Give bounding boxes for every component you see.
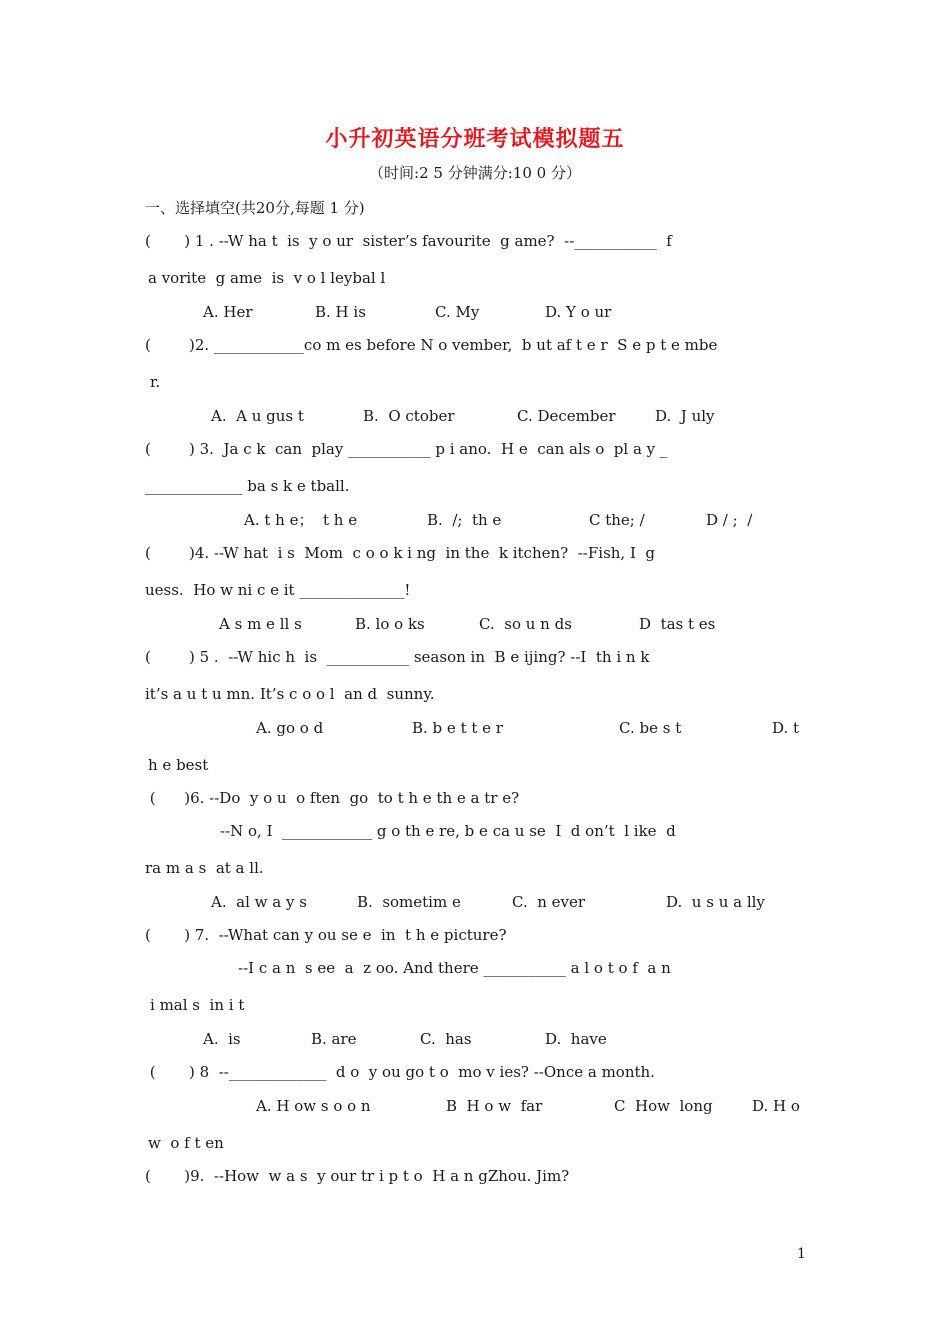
question-4-option-b: B. lo o ks — [355, 615, 425, 633]
question-5-line-2: it’s a u t u mn. It’s c o o l an d sunny. — [145, 685, 435, 703]
question-1-line-2: a vorite g ame is v o l leybal l — [148, 269, 386, 287]
question-3-line-2: _____________ ba s k e tball. — [145, 477, 350, 495]
question-6-line-3: ra m a s at a ll. — [145, 859, 264, 877]
question-4-option-d: D tas t es — [639, 615, 716, 633]
question-1-option-d: D. Y o ur — [545, 303, 612, 321]
question-3-option-d: D / ; / — [706, 511, 753, 529]
question-5-option-a: A. go o d — [256, 719, 324, 737]
question-4-option-c: C. so u n ds — [479, 615, 572, 633]
section-heading: 一、选择填空(共20分,每题 1 分) — [145, 199, 365, 217]
question-8-line-2: w o f t en — [148, 1134, 224, 1152]
question-4-line-1: ( )4. --W hat i s Mom c o o k i ng in the k itchen? --Fish, I g — [145, 544, 656, 562]
question-2-option-d: D. J uly — [655, 407, 715, 425]
question-1-line-1: ( ) 1 . --W ha t is y o ur sister’s favourite g ame? --___________ f — [145, 232, 672, 250]
page-title: 小升初英语分班考试模拟题五 — [325, 126, 625, 152]
question-5-option-d: D. t — [772, 719, 800, 737]
question-2-option-b: B. O ctober — [363, 407, 455, 425]
question-7-option-a: A. is — [203, 1030, 241, 1048]
question-5-line-3: h e best — [148, 756, 209, 774]
question-3-option-b: B. /; th e — [427, 511, 502, 529]
question-8-line-1: ( ) 8 --_____________ d o y ou go t o mo v ies? --Once a month. — [145, 1063, 655, 1081]
question-6-line-2: --N o, I ____________ g o th e re, b e ca u se I d on’t l ike d — [220, 822, 676, 840]
question-2-line-1: ( )2. ____________co m es before N o vember, b ut af t e r S e p t e mbe — [145, 336, 718, 354]
question-4-option-a: A s m e ll s — [219, 615, 302, 633]
question-6-option-a: A. al w a y s — [211, 893, 307, 911]
question-1-option-b: B. H is — [315, 303, 366, 321]
exam-time-info: （时间:2 5 分钟满分:10 0 分） — [369, 164, 581, 182]
question-7-line-2: --I c a n s ee a z oo. And there ___________ a l o t o f a n — [238, 959, 671, 977]
question-6-line-1: ( )6. --Do y o u o ften go to t h e th e a tr e? — [145, 789, 520, 807]
question-5-option-c: C. be s t — [619, 719, 682, 737]
question-7-option-c: C. has — [420, 1030, 472, 1048]
question-7-option-d: D. have — [545, 1030, 607, 1048]
question-8-option-d: D. H o — [752, 1097, 800, 1115]
question-6-option-c: C. n ever — [512, 893, 586, 911]
question-6-option-d: D. u s u a lly — [666, 893, 765, 911]
question-4-line-2: uess. Ho w ni c e it ______________! — [145, 581, 411, 599]
question-6-option-b: B. sometim e — [357, 893, 461, 911]
page-number: 1 — [797, 1246, 806, 1262]
question-8-option-c: C How long — [614, 1097, 713, 1115]
question-3-option-a: A. t h e； t h e — [244, 511, 358, 529]
question-2-option-a: A. A u gus t — [211, 407, 304, 425]
question-2-option-c: C. December — [517, 407, 616, 425]
question-9-line-1: ( )9. --How w a s y our tr i p t o H a n gZhou. Jim? — [145, 1167, 570, 1185]
question-2-line-2: r. — [150, 373, 161, 391]
question-7-option-b: B. are — [311, 1030, 357, 1048]
question-7-line-3: i mal s in i t — [150, 996, 245, 1014]
question-3-line-1: ( ) 3. Ja c k can play ___________ p i ano. H e can als o pl a y _ — [145, 440, 668, 458]
question-8-option-a: A. H ow s o o n — [256, 1097, 371, 1115]
question-8-option-b: B H o w far — [446, 1097, 543, 1115]
question-5-line-1: ( ) 5 . --W hic h is ___________ season in B e ijing? --I th i n k — [145, 648, 650, 666]
question-7-line-1: ( ) 7. --What can y ou se e in t h e picture? — [145, 926, 507, 944]
question-1-option-a: A. Her — [203, 303, 253, 321]
question-1-option-c: C. My — [435, 303, 480, 321]
question-3-option-c: C the; / — [589, 511, 645, 529]
question-5-option-b: B. b e t t e r — [412, 719, 503, 737]
